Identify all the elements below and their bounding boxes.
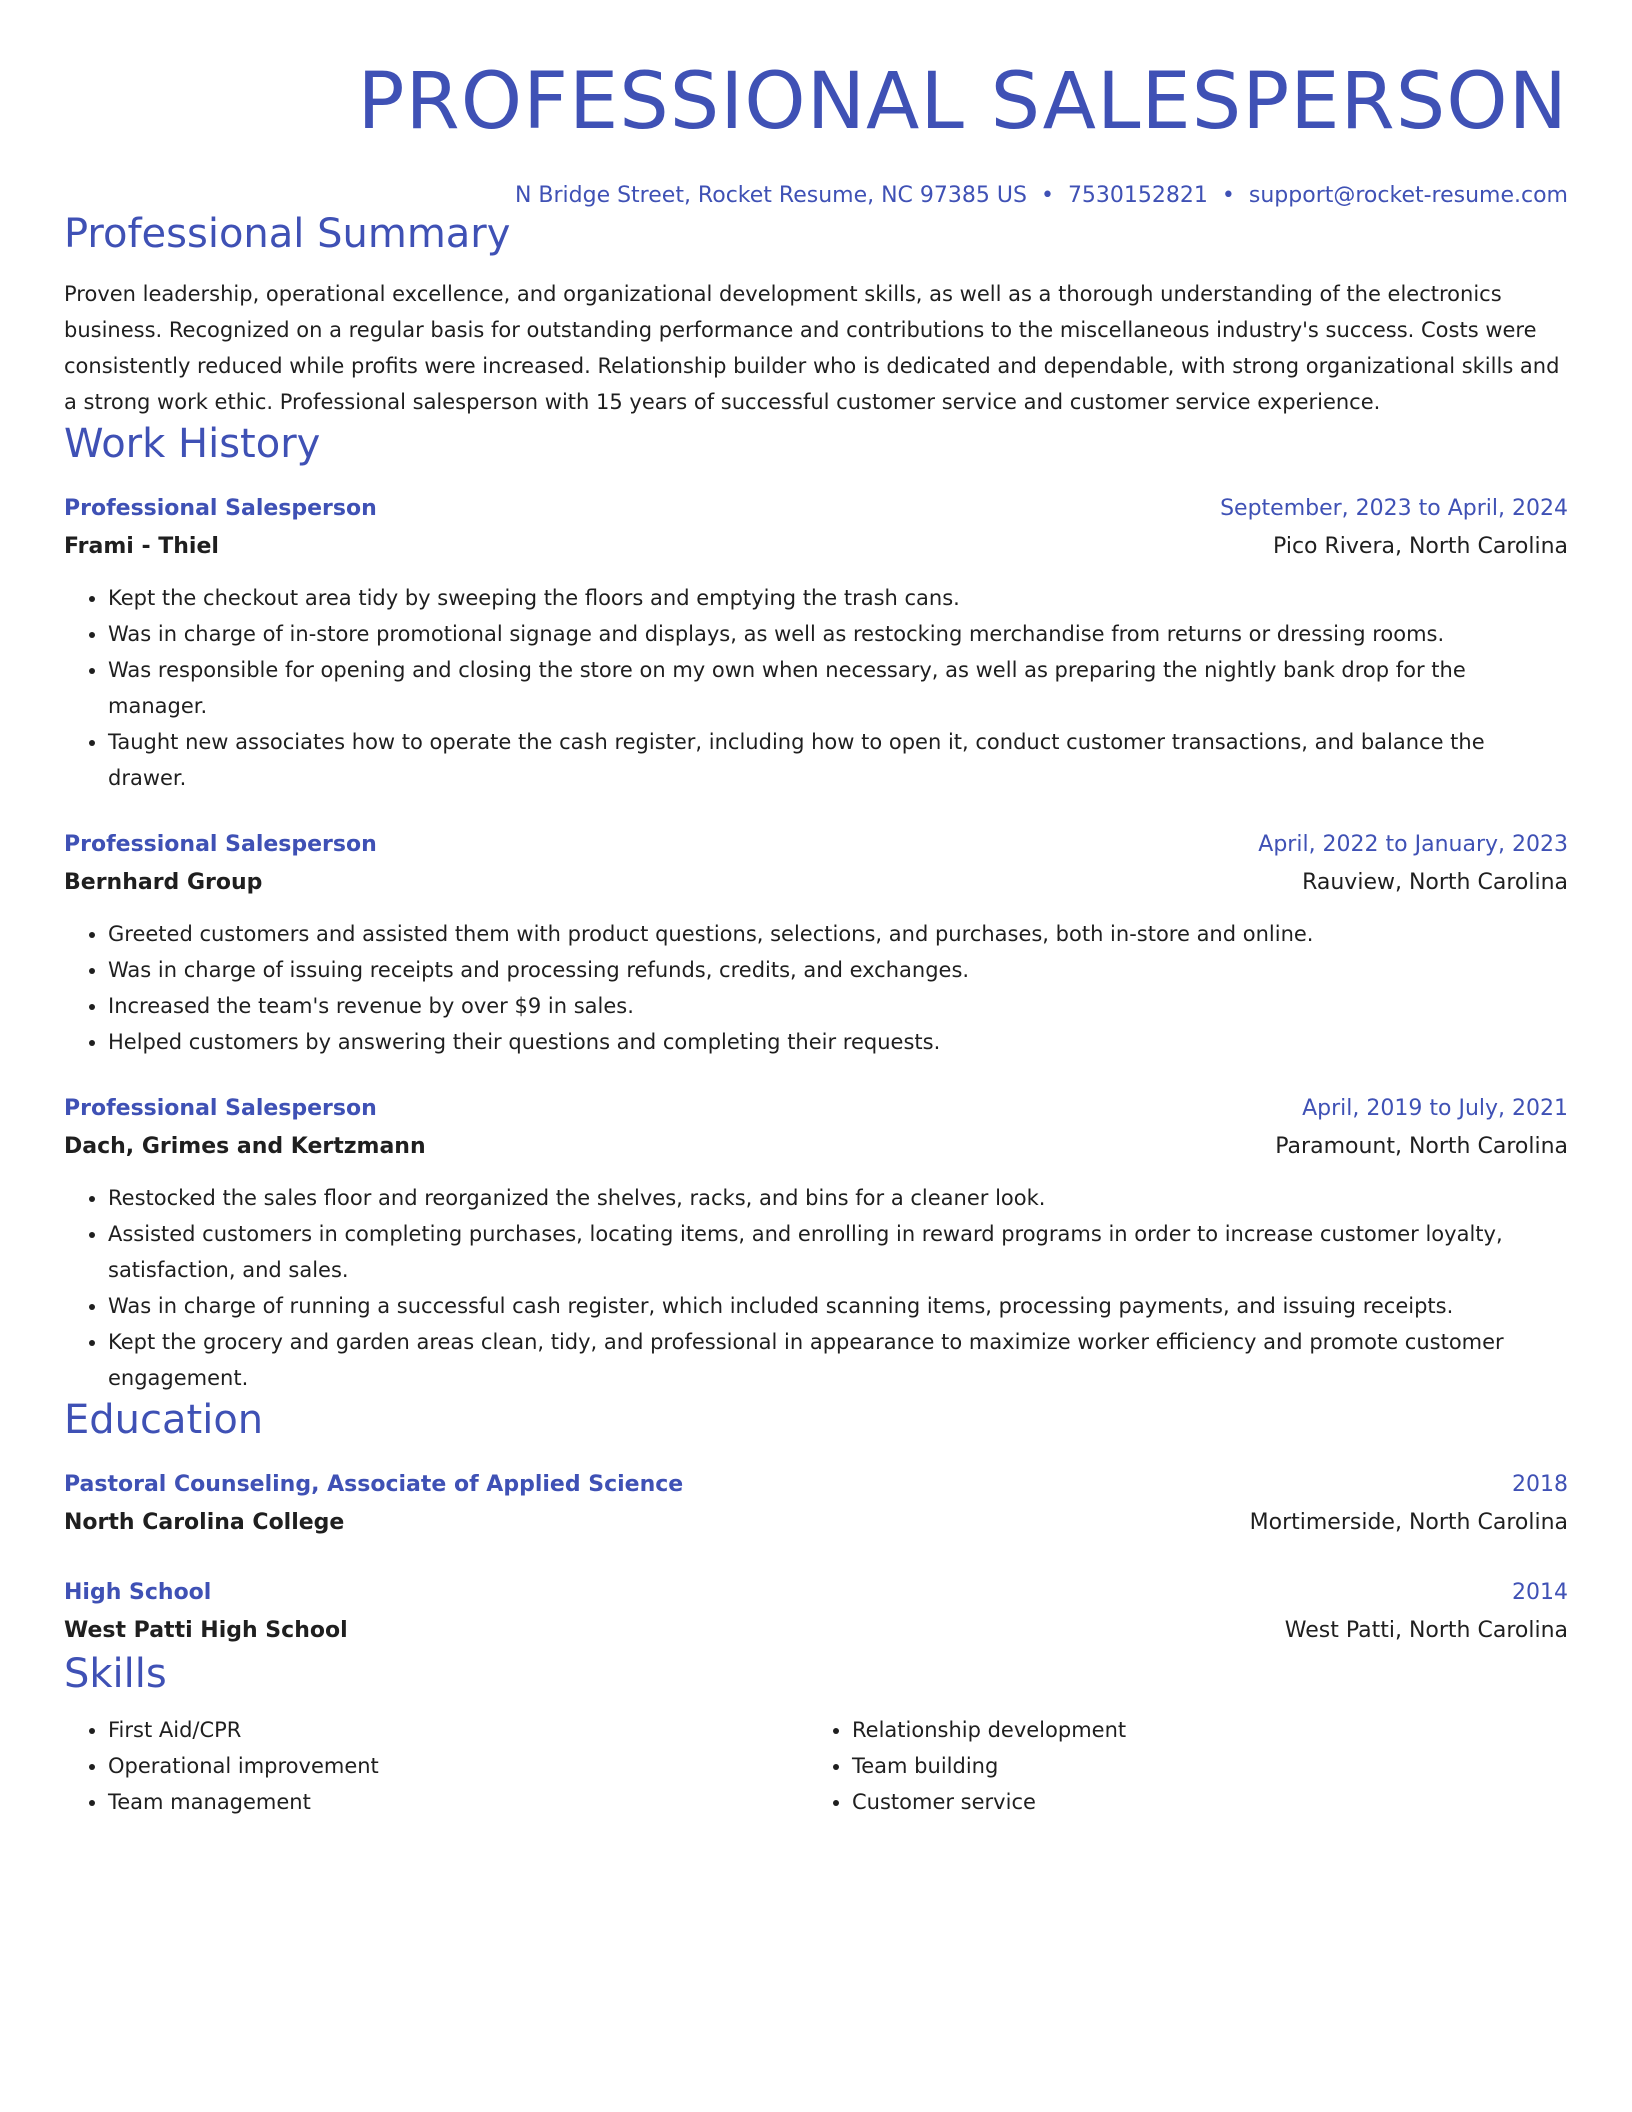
separator-dot: • — [1040, 182, 1054, 208]
job-entry — [64, 490, 1568, 796]
job-dates: April, 2022 to January, 2023 — [1258, 832, 1568, 858]
skill-item: • Team management — [108, 1784, 808, 1820]
graduation-year: 2014 — [1512, 1580, 1568, 1606]
list-item: • Helped customers by answering their questions and completing their requests. — [108, 1024, 1568, 1060]
list-item: • Taught new associates how to operate the cash register, including how to open it, conduct customer transactions, and balance the drawer. — [108, 724, 1568, 796]
work-history-heading: Work History — [64, 421, 321, 468]
skill-item: • First Aid/CPR — [108, 1712, 808, 1748]
school-location: Mortimerside, North Carolina — [1249, 1510, 1568, 1536]
skills-heading: Skills — [64, 1651, 167, 1698]
phone: 7530152821 — [1067, 182, 1208, 208]
job-bullets — [64, 1180, 1568, 1396]
education-entry — [64, 1466, 1568, 1542]
job-dates: September, 2023 to April, 2024 — [1220, 496, 1568, 522]
list-item: • Greeted customers and assisted them with product questions, selections, and purchases, both in-store and online. — [108, 916, 1568, 952]
skill-item: • Operational improvement — [108, 1748, 808, 1784]
job-role: Professional Salesperson — [64, 832, 377, 858]
job-location: Paramount, North Carolina — [1275, 1134, 1568, 1160]
skill-item: • Customer service — [852, 1784, 1552, 1820]
contact-line — [64, 182, 1568, 211]
list-item: • Was in charge of running a successful cash register, which included scanning items, processing payments, and issuing receipts. — [108, 1288, 1568, 1324]
address: N Bridge Street, Rocket Resume, NC 97385 US — [514, 182, 1027, 208]
separator-dot: • — [1221, 182, 1235, 208]
list-item: • Was in charge of in-store promotional signage and displays, as well as restocking merchandise from returns or dressing rooms. — [108, 616, 1568, 652]
job-company: Dach, Grimes and Kertzmann — [64, 1134, 426, 1160]
summary-heading: Professional Summary — [64, 211, 511, 258]
job-company: Bernhard Group — [64, 870, 263, 896]
job-bullets — [64, 580, 1568, 796]
degree: Pastoral Counseling, Associate of Applied Science — [64, 1472, 684, 1498]
school-location: West Patti, North Carolina — [1284, 1618, 1568, 1644]
list-item: • Assisted customers in completing purchases, locating items, and enrolling in reward programs in order to increase customer loyalty, satisfaction, and sales. — [108, 1216, 1568, 1288]
graduation-year: 2018 — [1512, 1472, 1568, 1498]
list-item: • Was responsible for opening and closing the store on my own when necessary, as well as preparing the nightly bank drop for the manager. — [108, 652, 1568, 724]
job-entry — [64, 826, 1568, 1060]
job-dates: April, 2019 to July, 2021 — [1302, 1096, 1568, 1122]
list-item: • Restocked the sales floor and reorganized the shelves, racks, and bins for a cleaner look. — [108, 1180, 1568, 1216]
list-item: • Kept the checkout area tidy by sweeping the floors and emptying the trash cans. — [108, 580, 1568, 616]
education-entry — [64, 1574, 1568, 1650]
school-name: North Carolina College — [64, 1510, 345, 1536]
skills-column-right — [808, 1712, 1552, 1820]
job-role: Professional Salesperson — [64, 1096, 377, 1122]
education-heading: Education — [64, 1397, 264, 1444]
skills-list — [64, 1712, 1568, 1820]
skill-item: • Relationship development — [852, 1712, 1552, 1748]
list-item: • Increased the team's revenue by over $9 in sales. — [108, 988, 1568, 1024]
summary-text: Proven leadership, operational excellence, and organizational development skills, as well as a thorough understanding of the electronics business. Recognized on a regular basis for outstanding performance and contributions to the miscellaneous industry's success. Costs were consistently reduced while profits were increased. Relationship builder who is dedicated and dependable, with strong organizational skills and a strong work ethic. Professional salesperson with 15 years of successful customer service and customer service experience. — [64, 282, 1560, 415]
degree: High School — [64, 1580, 212, 1606]
job-entry — [64, 1090, 1568, 1396]
list-item: • Was in charge of issuing receipts and processing refunds, credits, and exchanges. — [108, 952, 1568, 988]
email: support@rocket-resume.com — [1248, 182, 1568, 208]
skills-column-left — [64, 1712, 808, 1820]
job-bullets — [64, 916, 1568, 1060]
school-name: West Patti High School — [64, 1618, 348, 1644]
job-role: Professional Salesperson — [64, 496, 377, 522]
skill-item: • Team building — [852, 1748, 1552, 1784]
list-item: • Kept the grocery and garden areas clean, tidy, and professional in appearance to maximize worker efficiency and promote customer engagement. — [108, 1324, 1568, 1396]
job-company: Frami - Thiel — [64, 534, 219, 560]
candidate-name: PROFESSIONAL SALESPERSON — [357, 57, 1568, 147]
job-location: Pico Rivera, North Carolina — [1273, 534, 1568, 560]
job-location: Rauview, North Carolina — [1302, 870, 1568, 896]
